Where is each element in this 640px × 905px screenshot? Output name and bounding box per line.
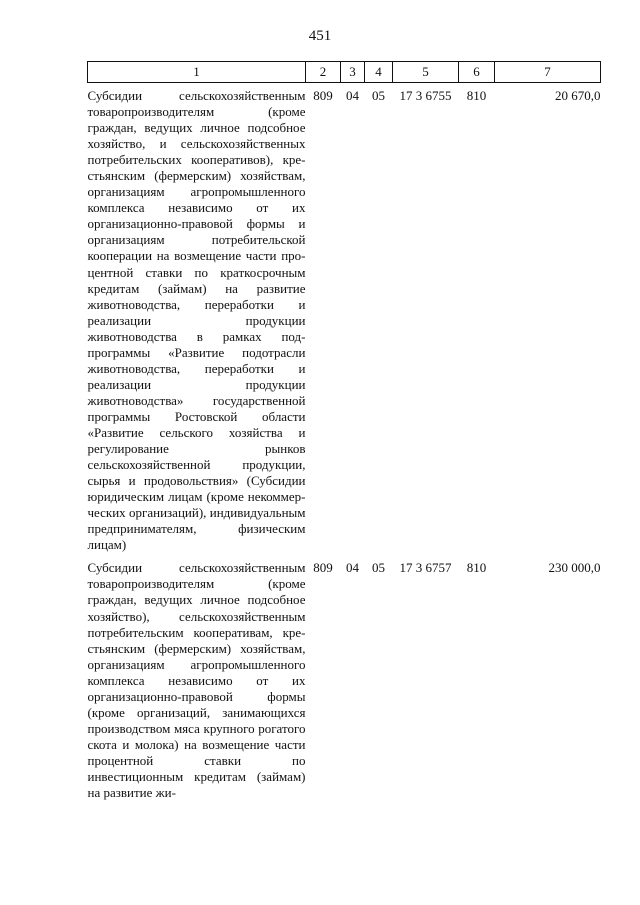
row-ministry-code: 809 [313, 560, 333, 576]
row-expense-type-code: 810 [466, 560, 487, 576]
header-row [88, 62, 601, 83]
row-ministry-code: 809 [313, 88, 333, 103]
page-number: 451 [308, 28, 332, 44]
row-subsection-code: 05 [372, 88, 385, 103]
row-target-code: 17 3 6755 [399, 88, 452, 103]
column-header-7: 7 [495, 62, 601, 83]
row-subsection-code: 05 [372, 560, 385, 576]
row-description: Субсидии сельскохозяйственным товаропроизводителям (кроме граждан, ведущих личное подсобное хозяйство), сельскохозяйственным потребительским кооперативам, крестьянским (фермерским) хозяйствам, организациям агропромышленного комплекса независимо от их организационно-правовой формы (кроме организаций, занимающихся производством мяса крупного рогатого скота и молока) на возмещение части процентной ставки по инвестиционным кредитам (займам) на развитие жи- [87, 560, 306, 801]
row-expense-type-code: 810 [466, 88, 487, 103]
row-description: Субсидии сельскохозяйственным товаропроизводителям (кроме граждан, ведущих личное подсобное хозяйство, и сельскохозяйственных потребительских кооперативов), крестьянским (фермерским) хозяйствам, организациям агропромышленного комплекса независимо от их организационно-правовой формы и организациям потребительской кооперации на возмещение части процентной ставки по краткосрочным кредитам (займам) на развитие животноводства, переработки и реализации продукции животноводства в рамках подпрограммы «Развитие подотрасли животноводства, переработки и реализации продукции животноводства» государственной программы Ростовской области «Развитие сельского хозяйства и регулирование рынков сельскохозяйственной продукции, сырья и продовольствия» (Субсидии юридическим лицам (кроме некоммерческих организаций), индивидуальным предпринимателям, физическим лицам) [87, 88, 306, 553]
row-target-code: 17 3 6757 [399, 560, 452, 576]
table-row [88, 83, 601, 561]
column-header-6: 6 [459, 62, 495, 83]
table-row [88, 560, 601, 801]
row-section-code: 04 [346, 560, 359, 576]
row-amount: 230 000,0 [548, 560, 601, 576]
row-section-code: 04 [346, 88, 359, 103]
budget-table [87, 61, 601, 801]
column-header-3: 3 [341, 62, 365, 83]
row-amount: 20 670,0 [555, 88, 601, 103]
column-header-4: 4 [365, 62, 393, 83]
column-header-1: 1 [88, 62, 306, 83]
column-header-2: 2 [306, 62, 341, 83]
column-header-5: 5 [393, 62, 459, 83]
